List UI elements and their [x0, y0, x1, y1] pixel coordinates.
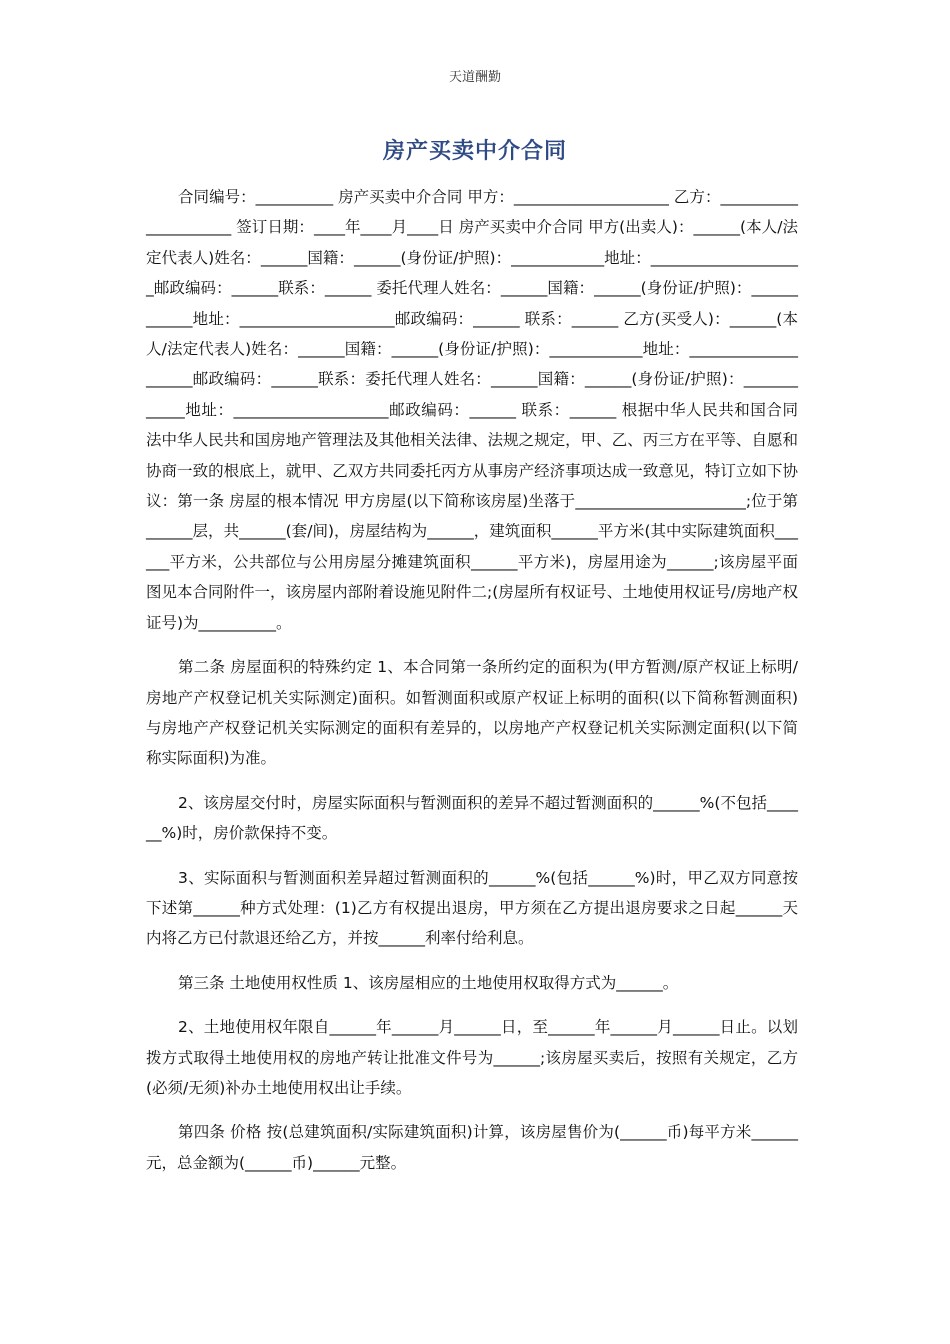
paragraph-article-2-clause-2: 2、该房屋交付时，房屋实际面积与暂测面积的差异不超过暂测面积的______%(不包括______%)时，房价款保持不变。 — [146, 793, 798, 843]
paragraph-article-3-clause-2: 2、土地使用权年限自______年______月______日，至______年______月______日止。以划拨方式取得土地使用权的房地产转让批准文件号为______;该房屋买卖后，按照有关规定，乙方(必须/无须)补办土地使用权出让手续。 — [146, 1018, 798, 1097]
document-body — [146, 182, 798, 1192]
paragraph-preamble-article-1: 合同编号：__________ 房产买卖中介合同 甲方：____________________ 乙方：_____________________ 签订日期：____年____月____日 房产买卖中介合同 甲方(出卖人)：______(本人/法定代表人)姓名：______国籍：______(身份证/护照)：____________地址：____________________邮政编码：______联系：______ 委托代理人姓名：______国籍：______(身份证/护照)：____________地址：____________________邮政编码：______ 联系：______ 乙方(买受人)：______(本人/法定代表人)姓名：______国籍：______(身份证/护照)：____________地址：____________________邮政编码：______联系：委托代理人姓名：______国籍：______(身份证/护照)：____________地址：____________________邮政编码：______ 联系：______ 根据中华人民共和国合同法中华人民共和国房地产管理法及其他相关法律、法规之规定，甲、乙、丙三方在平等、自愿和协商一致的根底上，就甲、乙双方共同委托丙方从事房产经济事项达成一致意见，特订立如下协议：第一条 房屋的根本情况 甲方房屋(以下简称该房屋)坐落于______________________;位于第______层，共______(套/间)，房屋结构为______，建筑面积______平方米(其中实际建筑面积______平方米，公共部位与公用房屋分摊建筑面积______平方米)，房屋用途为______;该房屋平面图见本合同附件一，该房屋内部附着设施见附件二;(房屋所有权证号、土地使用权证号/房地产权证号)为__________。 — [146, 188, 798, 632]
paragraph-article-2-clause-3: 3、实际面积与暂测面积差异超过暂测面积的______%(包括______%)时，甲乙双方同意按下述第______种方式处理：(1)乙方有权提出退房，甲方须在乙方提出退房要求之日起______天内将乙方已付款退还给乙方，并按______利率付给利息。 — [146, 868, 798, 948]
paragraph-article-4: 第四条 价格 按(总建筑面积/实际建筑面积)计算，该房屋售价为(______币)每平方米______元，总金额为(______币)______元整。 — [146, 1123, 798, 1172]
page-header: 天道酬勤 — [448, 70, 501, 85]
document-title: 房产买卖中介合同 — [382, 139, 567, 164]
paragraph-article-2-clause-1: 第二条 房屋面积的特殊约定 1、本合同第一条所约定的面积为(甲方暂测/原产权证上标明/房地产产权登记机关实际测定)面积。如暂测面积或原产权证上标明的面积(以下简称暂测面积)与房地产产权登记机关实际测定的面积有差异的，以房地产产权登记机关实际测定面积(以下简称实际面积)为准。 — [146, 658, 798, 768]
paragraph-article-3-clause-1: 第三条 土地使用权性质 1、该房屋相应的土地使用权取得方式为______。 — [178, 973, 679, 992]
